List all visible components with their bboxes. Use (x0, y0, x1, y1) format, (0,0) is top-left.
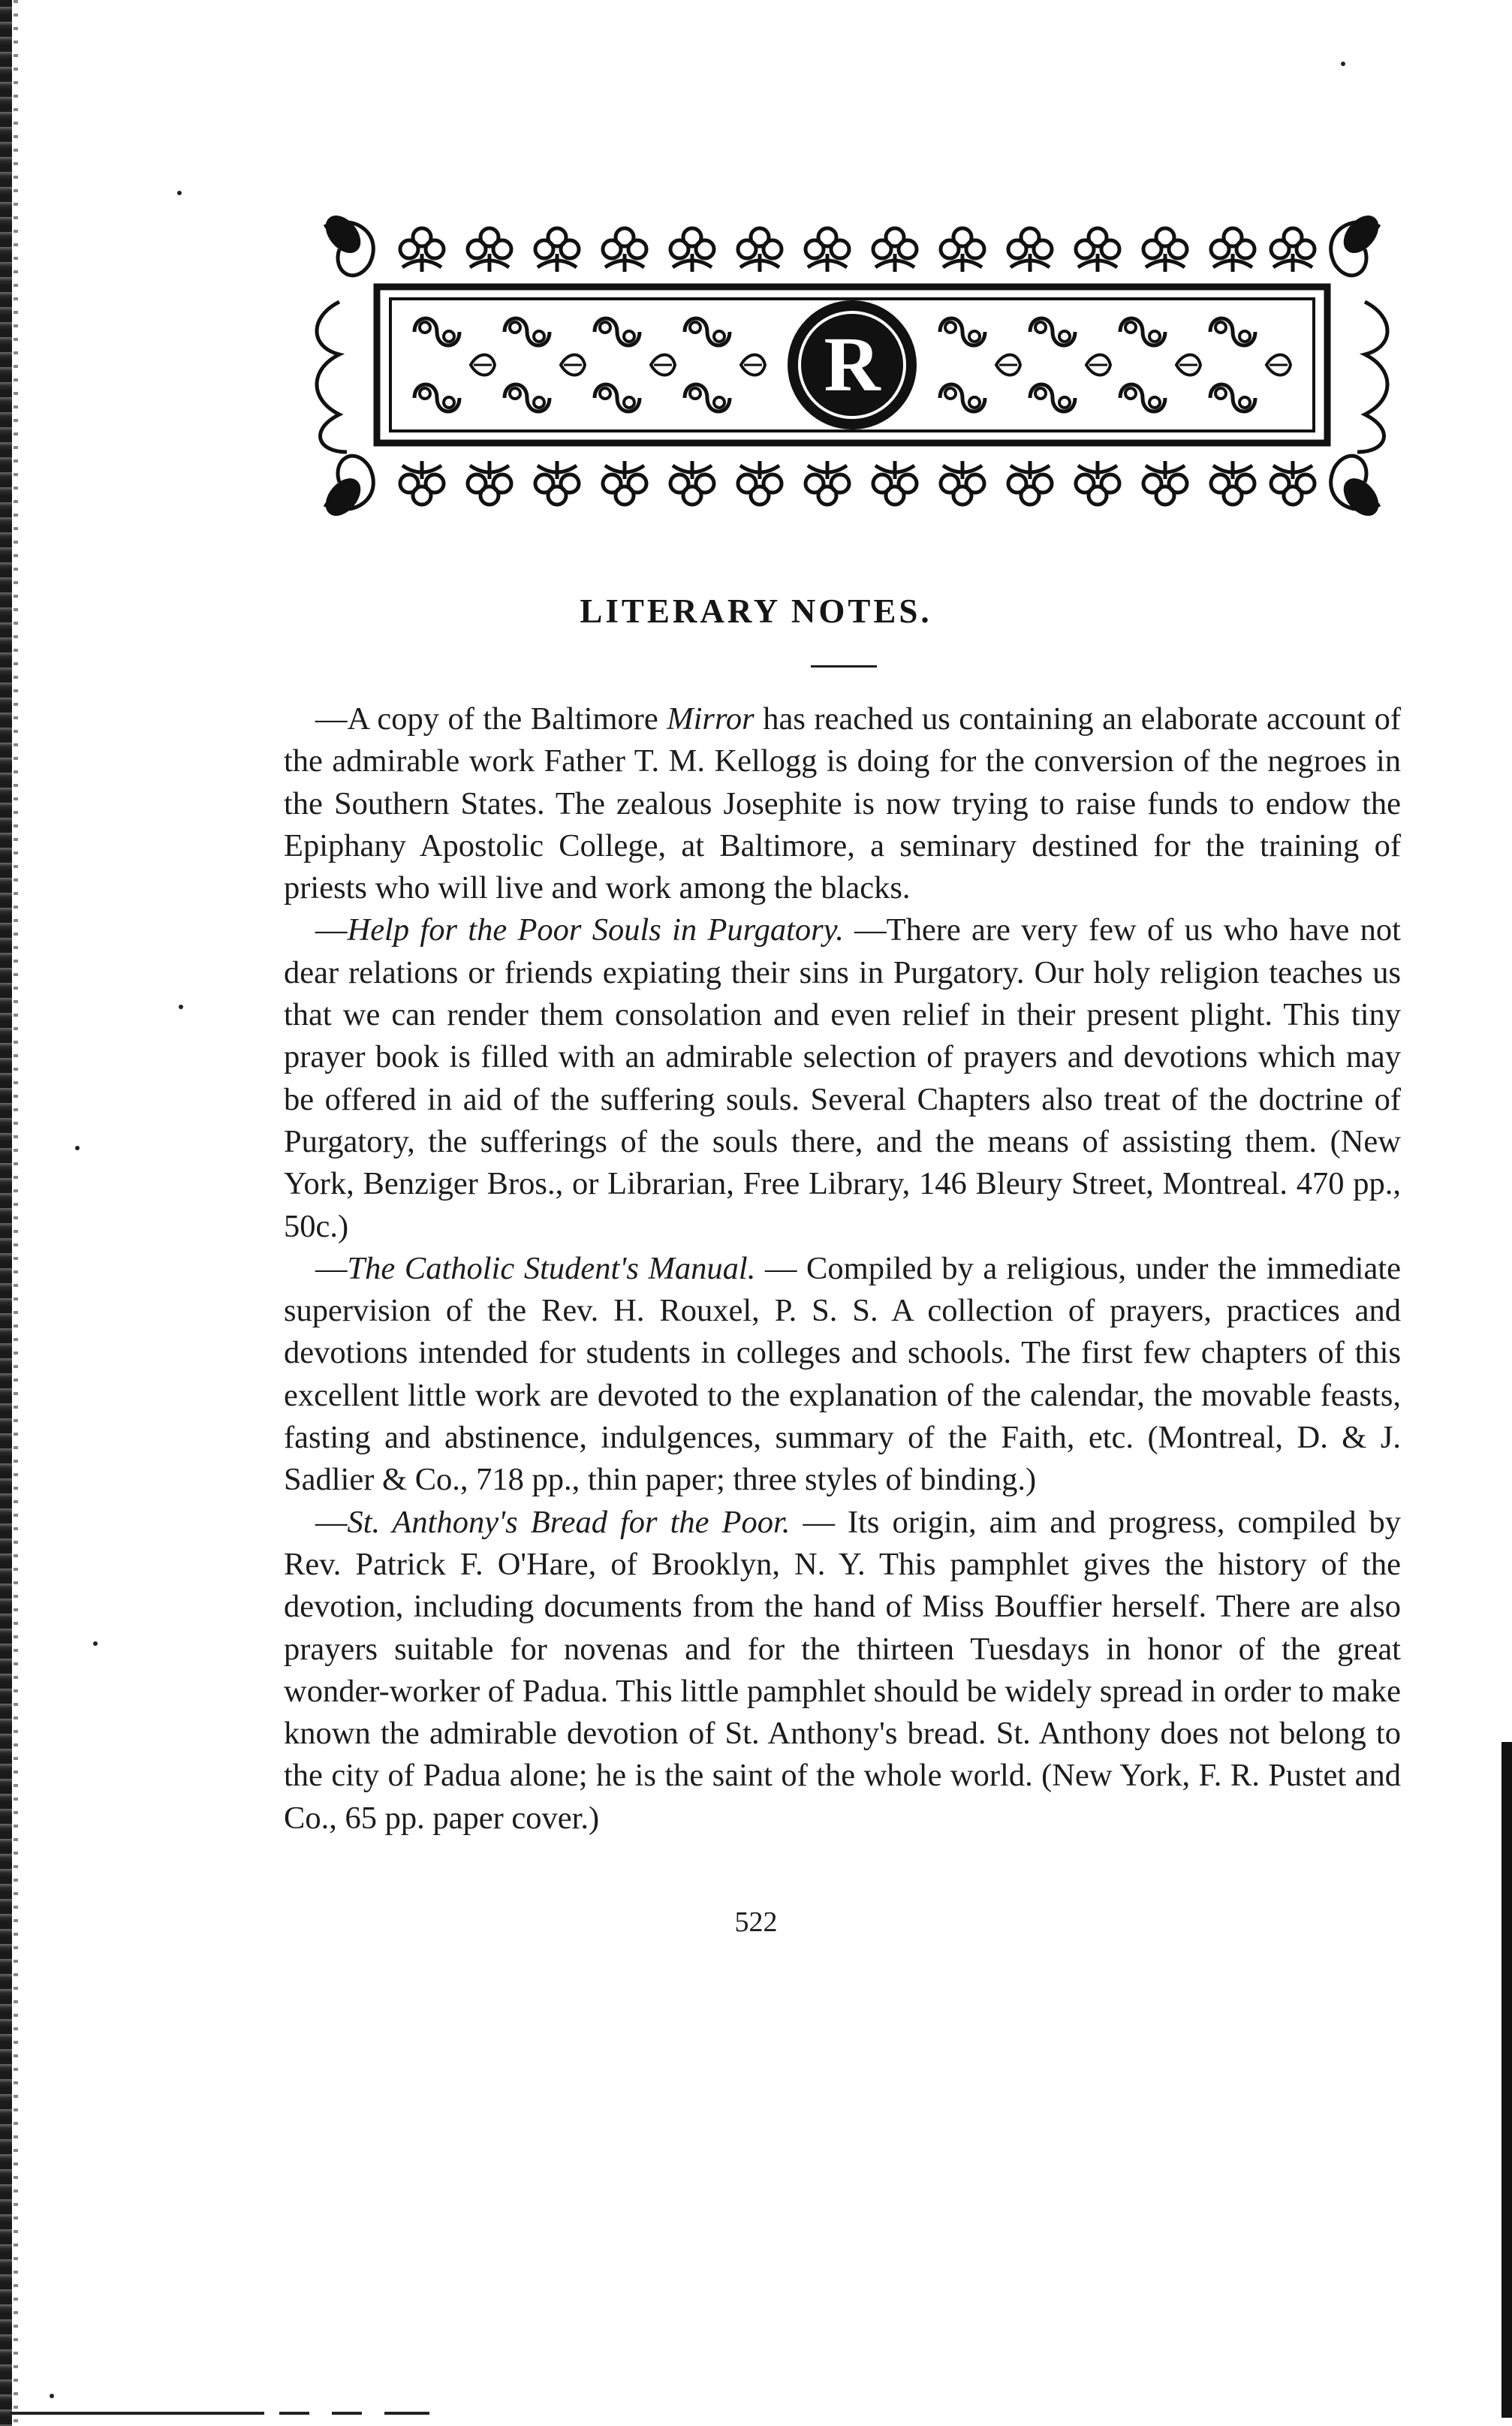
scan-speck (75, 1146, 80, 1150)
note-paragraph (284, 1248, 1401, 1502)
note-text: —There are very few of us who have not dear relations or friends expiating their sins in Purgatory. Our holy religion teaches us that we can render them consolation and even relief in their present plight. This tiny prayer book is filled with an admirable selection of prayers and devotions which may be offered in aid of the suffering souls. Several Chapters also treat of the doctrine of Purgatory, the sufferings of the souls there, and the means of assisting them. (New York, Benziger Bros., or Librarian, Free Library, 146 Bleury Street, Montreal. 470 pp., 50c.) (284, 912, 1401, 1244)
note-text: —A copy of the Baltimore (315, 701, 667, 737)
note-text: has reached us containing an elaborate account of the admirable work Father T. M. Kellogg is doing for the conversion of the negroes in the Southern States. The zealous Josephite is now trying to raise funds to endow the Epiphany Apostolic College, at Baltimore, a seminary destined for the training of priests who will live and work among the blacks. (284, 701, 1401, 906)
scan-speck (1341, 62, 1345, 66)
scan-speck (93, 1641, 98, 1646)
note-title: St. Anthony's Bread for the Poor. (347, 1504, 791, 1540)
binding-edge (0, 0, 12, 2426)
notes-body (284, 698, 1401, 1840)
title-rule (811, 665, 877, 668)
note-paragraph (284, 909, 1401, 1247)
scan-speck (50, 2394, 54, 2398)
ornament-initial: R (824, 321, 881, 408)
header-ornament (309, 204, 1395, 527)
scan-edge-strip (1501, 1742, 1512, 2418)
note-text: — Its origin, aim and progress, compiled by Rev. Patrick F. O'Hare, of Brooklyn, N. Y. This pamphlet gives the history of the devotion, including documents from the hand of Miss Bouffier herself. There are also prayers suitable for novenas and for the thirteen Tuesdays in honor of the great wonder-worker of Padua. This little pamphlet should be widely spread in order to make known the admirable devotion of St. Anthony's bread. St. Anthony does not belong to the city of Padua alone; he is the saint of the whole world. (New York, F. R. Pustet and Co., 65 pp. paper cover.) (284, 1504, 1401, 1836)
scan-bottom-rule (9, 2412, 429, 2415)
note-title: The Catholic Student's Manual. (347, 1250, 756, 1286)
note-paragraph (284, 1502, 1401, 1840)
scan-speck (179, 1005, 183, 1009)
note-title: Help for the Poor Souls in Purgatory. (347, 912, 844, 948)
note-text: — (315, 912, 348, 948)
note-text: — Compiled by a religious, under the immediate supervision of the Rev. H. Rouxel, P. S. S. A collection of prayers, practices and devotions intended for students in colleges and schools. The first few chapters of this excellent little work are devoted to the explanation of the calendar, the movable feasts, fasting and abstinence, indulgences, summary of the Faith, etc. (Montreal, D. & J. Sadlier & Co., 718 pp., thin paper; three styles of binding.) (284, 1250, 1402, 1498)
scan-speck (177, 191, 182, 195)
note-paragraph (284, 698, 1401, 909)
binding-edge-shadow (14, 0, 18, 2426)
note-text: — (315, 1504, 348, 1540)
page-title: LITERARY NOTES. (580, 592, 932, 630)
note-text: — (315, 1250, 348, 1286)
page-number: 522 (734, 1906, 778, 1938)
note-title: Mirror (667, 701, 754, 737)
